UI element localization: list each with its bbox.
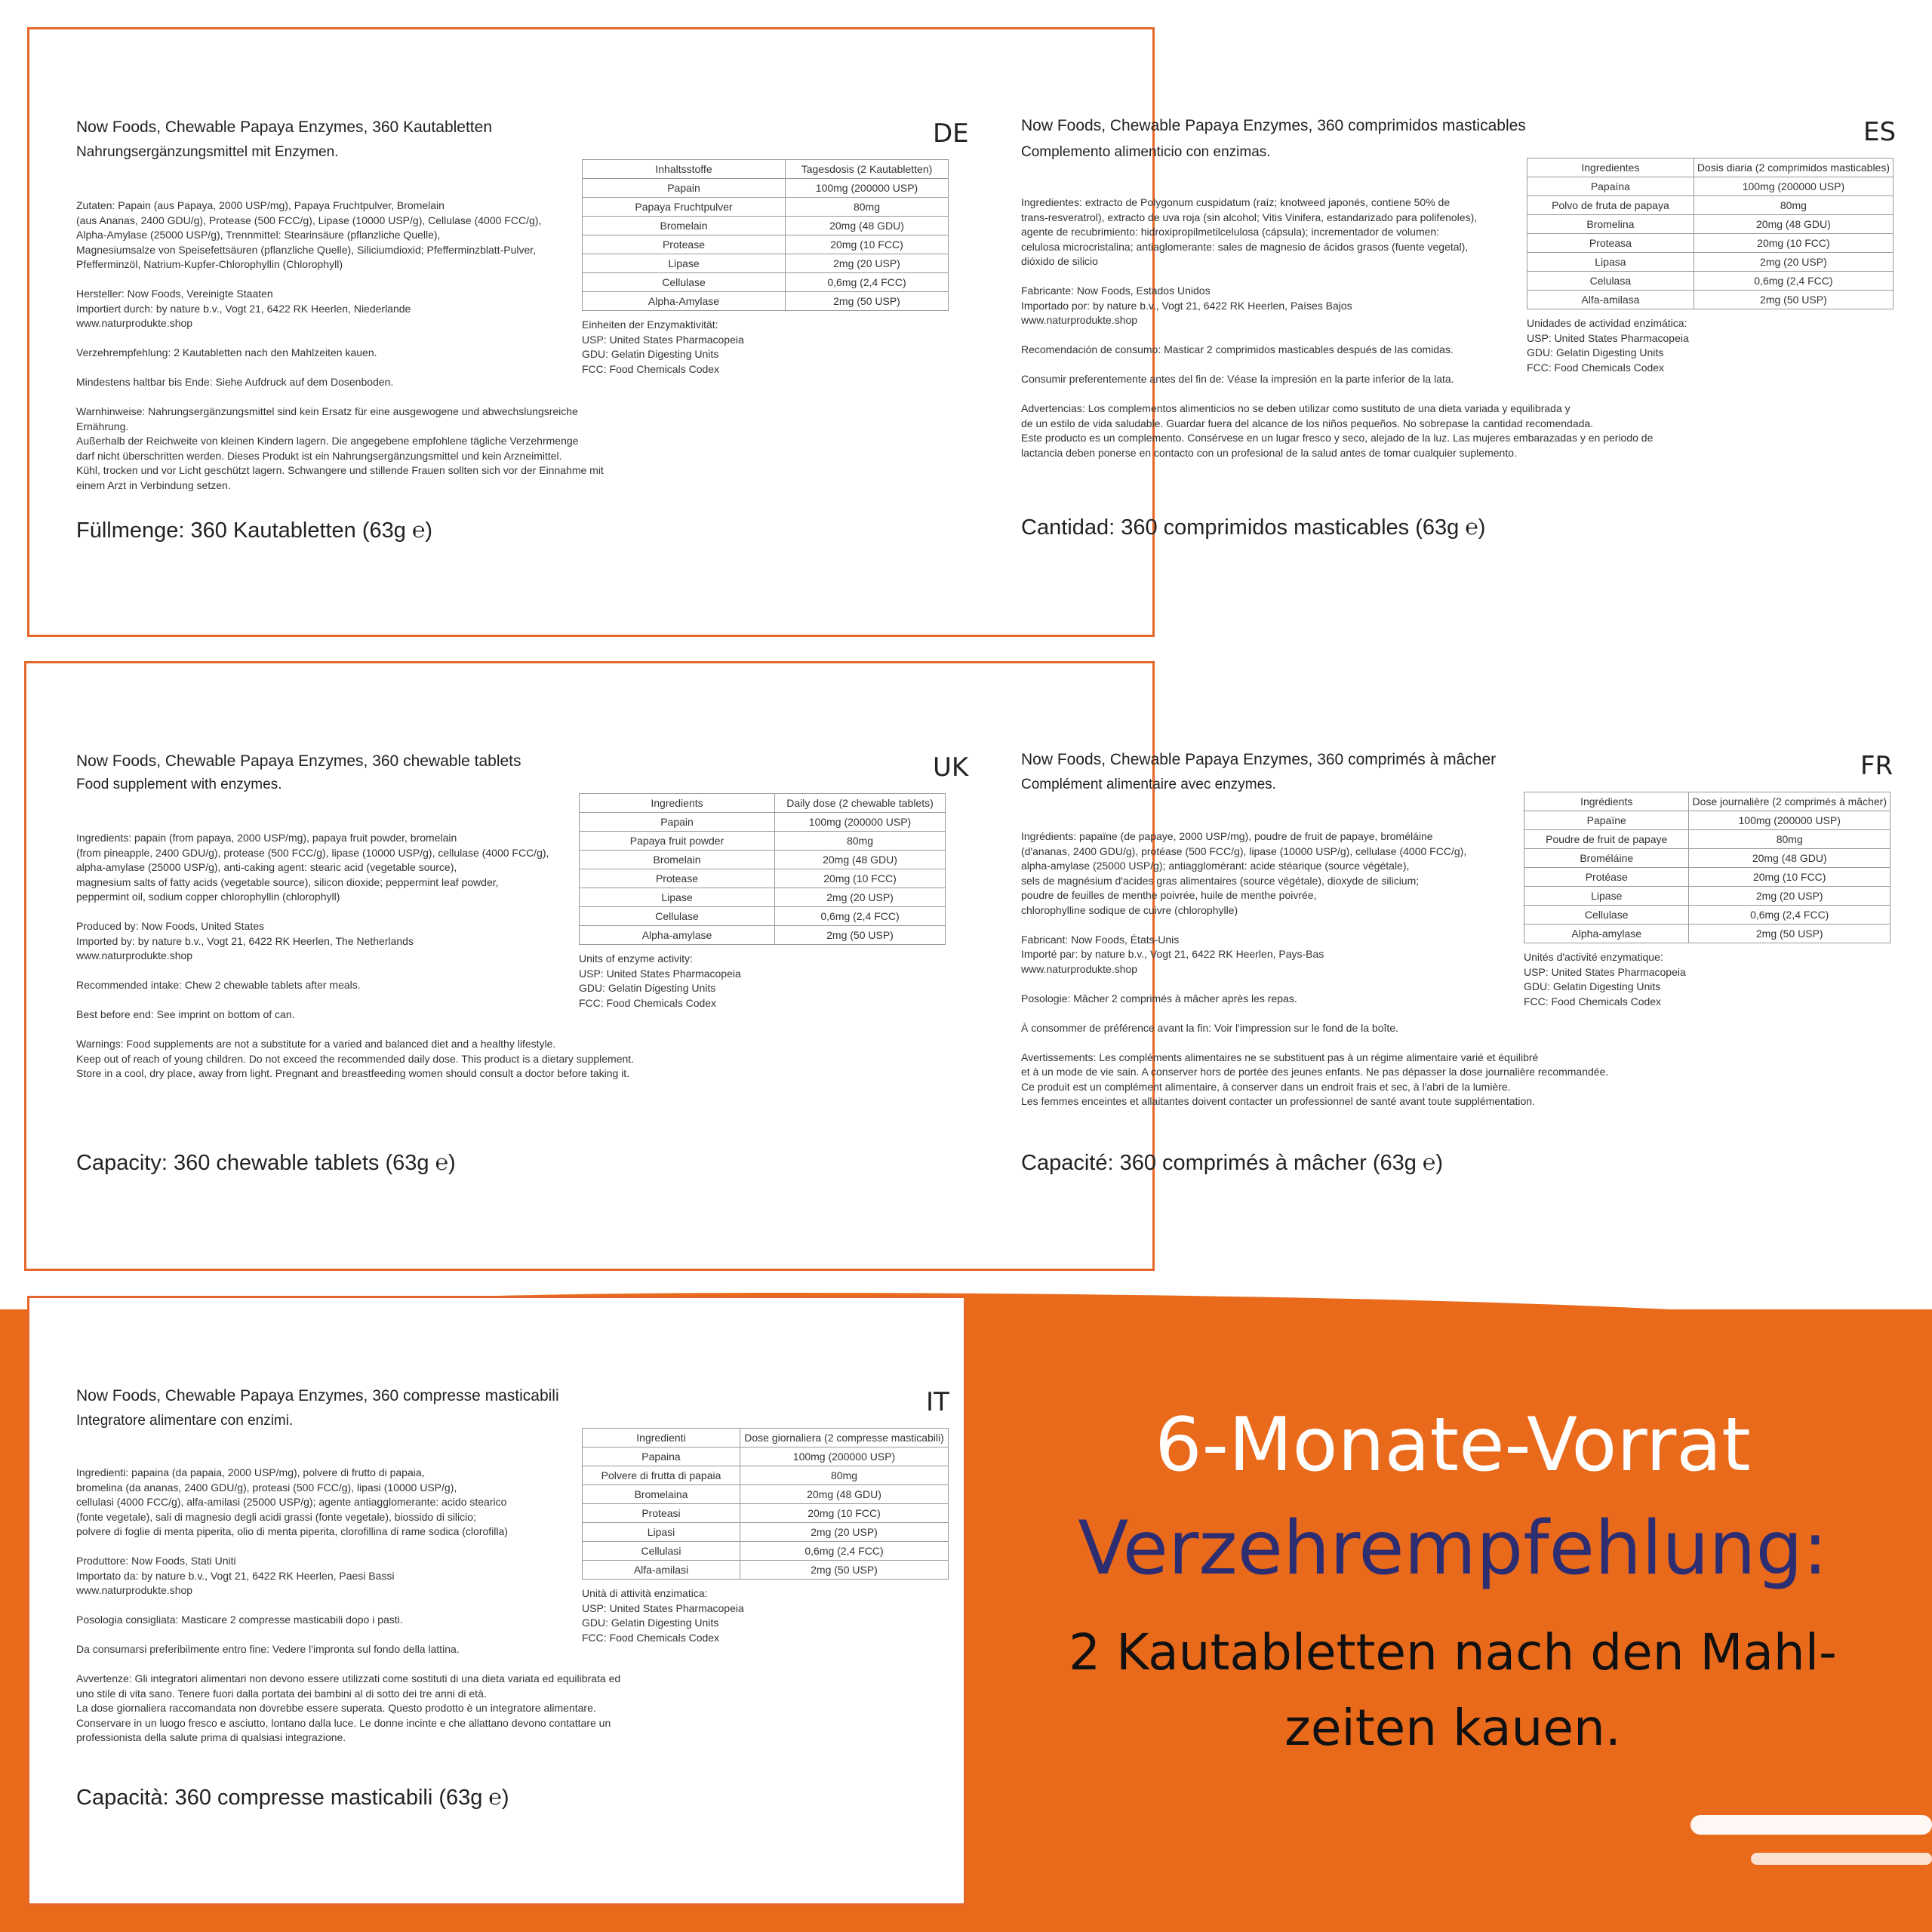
table-cell: Polvo de fruta de papaya — [1527, 196, 1694, 215]
table-cell: Bromelain — [580, 851, 775, 869]
table-cell: 2mg (50 USP) — [786, 292, 949, 311]
table-cell: 20mg (48 GDU) — [1689, 849, 1890, 868]
table-cell: Bromelina — [1527, 215, 1694, 234]
label-title: Now Foods, Chewable Papaya Enzymes, 360 chewable tablets — [76, 752, 521, 770]
intake-text: Verzehrempfehlung: 2 Kautabletten nach den Mahlzeiten kauen. — [76, 346, 377, 358]
table-cell: 100mg (200000 USP) — [1689, 811, 1890, 830]
table-cell: Cellulase — [580, 907, 775, 926]
net-quantity: Cantidad: 360 comprimidos masticables (63g ℮) — [1021, 515, 1486, 540]
table-cell: 100mg (200000 USP) — [740, 1447, 949, 1466]
table-row — [583, 1561, 949, 1580]
promo-recommendation-heading: Verzehrempfehlung: — [1078, 1506, 1828, 1592]
table-cell: 20mg (10 FCC) — [740, 1504, 949, 1523]
best-before-text: Best before end: See imprint on bottom of can. — [76, 1008, 295, 1020]
net-quantity: Capacità: 360 compresse masticabili (63g ℮) — [76, 1786, 509, 1810]
intake-text: Recomendación de consumo: Masticar 2 comprimidos masticables después de las comidas. — [1021, 343, 1454, 355]
enzyme-units-legend: Einheiten der Enzymaktivität: USP: United States Pharmacopeia GDU: Gelatin Digesting Units FCC: Food Chemicals Codex — [582, 318, 744, 375]
table-cell: 2mg (50 USP) — [740, 1561, 949, 1580]
table-cell: 2mg (20 USP) — [1694, 253, 1893, 272]
table-cell: Papaína — [1527, 177, 1694, 196]
language-code: ES — [1863, 117, 1897, 147]
intake-text: Posologia consigliata: Masticare 2 compresse masticabili dopo i pasti. — [76, 1614, 403, 1626]
table-row — [583, 273, 949, 292]
ingredients-text: Ingredientes: extracto de Polygonum cuspidatum (raíz; knotweed japonés, contiene 50% de trans-resveratrol), extracto de uva roja (sin alcohol; Vitis Vinifera, estandarizado para polifenoles), agente de recubrimiento: hidroxipropilmetilcelulosa (cápsula); incrementador de volumen: celulosa microcristalina; antiaglomerante: sales de magnesio de ácidos grasos (fuente vegetal), dióxido de silicio — [1021, 196, 1478, 267]
promo-recommendation-text — [974, 1615, 1932, 1766]
table-cell: Cellulasi — [583, 1542, 740, 1561]
label-panel-it — [27, 1296, 966, 1906]
table-cell: 20mg (48 GDU) — [786, 217, 949, 235]
warnings-text: Warnings: Food supplements are not a substitute for a varied and balanced diet and a healthy lifestyle. Keep out of reach of young children. Do not exceed the recommended daily dose. This product is a dietary supplement. Store in a cool, dry place, away from light. Pregnant and breastfeeding women should consult a doctor before taking it. — [76, 1038, 635, 1079]
warnings-text: Avvertenze: Gli integratori alimentari non devono essere utilizzati come sostituti di una dieta variata ed equilibrata ed uno stile di vita sano. Tenere fuori dalla portata dei bambini al di sotto dei tre anni di età. La dose giornaliera raccomandata non dovrebbe essere superata. Questo prodotto è un integratore alimentare. Conservare in un luogo fresco e asciutto, lontano dalla luce. Le donne incinte e che allattano devono contattare un professionista della salute prima di qualsiasi integrazione. — [76, 1672, 621, 1743]
table-header-cell: Ingredienti — [583, 1429, 740, 1447]
language-code: FR — [1860, 751, 1894, 781]
table-header-cell: Tagesdosis (2 Kautabletten) — [786, 160, 949, 179]
label-subtitle: Nahrungsergänzungsmittel mit Enzymen. — [76, 144, 339, 160]
table-cell: 2mg (20 USP) — [740, 1523, 949, 1542]
table-cell: Cellulase — [583, 273, 786, 292]
table-row — [583, 1542, 949, 1561]
intake-text: Posologie: Mâcher 2 comprimés à mâcher après les repas. — [1021, 992, 1297, 1004]
table-row — [1524, 924, 1890, 943]
table-cell: Lipase — [583, 254, 786, 273]
enzyme-units-legend: Unidades de actividad enzimática: USP: United States Pharmacopeia GDU: Gelatin Digesting Units FCC: Food Chemicals Codex — [1527, 317, 1689, 374]
net-quantity: Capacity: 360 chewable tablets (63g ℮) — [76, 1151, 456, 1175]
table-header-cell: Inhaltsstoffe — [583, 160, 786, 179]
table-cell: 2mg (50 USP) — [1694, 291, 1893, 309]
table-row — [583, 292, 949, 311]
table-row — [580, 851, 946, 869]
table-cell: Cellulase — [1524, 906, 1689, 924]
table-cell: Alfa-amilasa — [1527, 291, 1694, 309]
language-code: DE — [933, 118, 969, 149]
label-subtitle: Complemento alimenticio con enzimas. — [1021, 144, 1271, 160]
best-before-text: À consommer de préférence avant la fin: Voir l'impression sur le fond de la boîte. — [1021, 1021, 1398, 1034]
table-cell: Poudre de fruit de papaye — [1524, 830, 1689, 849]
table-cell: Lipasi — [583, 1523, 740, 1542]
enzyme-units-legend: Unità di attività enzimatica: USP: United States Pharmacopeia GDU: Gelatin Digesting Units FCC: Food Chemicals Codex — [582, 1587, 744, 1644]
table-row — [583, 235, 949, 254]
table-cell: 80mg — [775, 832, 946, 851]
ingredients-text: Ingredients: papain (from papaya, 2000 USP/mg), papaya fruit powder, bromelain (from pineapple, 2400 GDU/g), protease (500 FCC/g), lipase (10000 USP/g), cellulase (4000 FCC/g), alpha-amylase (25000 USP/g), anti-caking agent: stearic acid (vegetable source), magnesium salts of fatty acids (vegetable source), silicon dioxide; peppermint leaf powder, peppermint oil, sodium copper chlorophyllin (chlorophyll) — [76, 832, 549, 903]
table-header-cell: Dosis diaria (2 comprimidos masticables) — [1694, 158, 1893, 177]
table-header-cell: Ingredients — [580, 794, 775, 813]
table-row — [583, 1485, 949, 1504]
table-cell: 2mg (20 USP) — [1689, 887, 1890, 906]
table-cell: Celulasa — [1527, 272, 1694, 291]
language-code: IT — [926, 1387, 949, 1417]
table-cell: Polvere di frutta di papaia — [583, 1466, 740, 1485]
table-row — [1527, 196, 1894, 215]
table-cell: Alpha-Amylase — [583, 292, 786, 311]
table-cell: 2mg (20 USP) — [775, 888, 946, 907]
table-row — [583, 1466, 949, 1485]
promo-text-line: 2 Kautabletten nach den Mahl- — [1069, 1623, 1837, 1681]
table-cell: 100mg (200000 USP) — [1694, 177, 1893, 196]
table-cell: 80mg — [1694, 196, 1893, 215]
table-cell: 100mg (200000 USP) — [775, 813, 946, 832]
promo-supply-headline: 6-Monate-Vorrat — [1155, 1402, 1751, 1488]
table-cell: Alpha-amylase — [1524, 924, 1689, 943]
table-cell: Papaya fruit powder — [580, 832, 775, 851]
best-before-text: Consumir preferentemente antes del fin de: Véase la impresión en la parte inferior de la lata. — [1021, 373, 1454, 385]
table-cell: 20mg (10 FCC) — [1694, 234, 1893, 253]
table-cell: Lipasa — [1527, 253, 1694, 272]
table-cell: Lipase — [580, 888, 775, 907]
table-cell: 2mg (20 USP) — [786, 254, 949, 273]
table-row — [580, 926, 946, 945]
table-header-cell: Dose giornaliera (2 compresse masticabili) — [740, 1429, 949, 1447]
manufacturer-text: Fabricante: Now Foods, Estados Unidos Importado por: by nature b.v., Vogt 21, 6422 RK Heerlen, Países Bajos www.naturprodukte.shop — [1021, 285, 1352, 326]
label-title: Now Foods, Chewable Papaya Enzymes, 360 comprimidos masticables — [1021, 117, 1526, 134]
table-header-cell: Ingredientes — [1527, 158, 1694, 177]
warnings-text: Warnhinweise: Nahrungsergänzungsmittel sind kein Ersatz für eine ausgewogene und abwechslungsreiche Ernährung. Außerhalb der Reichweite von kleinen Kindern lagern. Die angegebene empfohlene tägliche Verzehrmenge darf nicht überschritten werden. Dieses Produkt ist ein Nahrungsergänzungsmittel und kein Arzneimittel. Kühl, trocken und vor Licht geschützt lagern. Schwangere und stillende Frauen sollten sich vor der Einnahme mit einem Arzt in Verbindung setzen. — [76, 405, 604, 491]
label-subtitle: Food supplement with enzymes. — [76, 777, 282, 792]
ingredients-text: Zutaten: Papain (aus Papaya, 2000 USP/mg), Papaya Fruchtpulver, Bromelain (aus Ananas, 2400 GDU/g), Protease (500 FCC/g), Lipase (10000 USP/g), Cellulase (4000 FCC/g), Alpha-Amylase (25000 USP/g), Trennmittel: Stearinsäure (pflanzliche Quelle), Magnesiumsalze von Speisefettsäuren (pflanzliche Quelle), Siliciumdioxid; Pfefferminzblatt-Pulver, Pfefferminzöl, Natrium-Kupfer-Chlorophyllin (Chlorophyll) — [76, 199, 542, 270]
table-cell: Alfa-amilasi — [583, 1561, 740, 1580]
table-row — [1524, 811, 1890, 830]
table-cell: Protéase — [1524, 868, 1689, 887]
table-cell: 20mg (48 GDU) — [740, 1485, 949, 1504]
table-cell: 0,6mg (2,4 FCC) — [786, 273, 949, 292]
table-cell: 20mg (48 GDU) — [775, 851, 946, 869]
label-title: Now Foods, Chewable Papaya Enzymes, 360 Kautabletten — [76, 118, 492, 136]
table-row — [1527, 253, 1894, 272]
table-cell: Papaina — [583, 1447, 740, 1466]
table-cell: Papaya Fruchtpulver — [583, 198, 786, 217]
ingredients-text: Ingredienti: papaina (da papaia, 2000 USP/mg), polvere di frutto di papaia, bromelina (da ananas, 2400 GDU/g), proteasi (500 FCC/g), lipasi (10000 USP/g), cellulasi (4000 FCC/g), alfa-amilasi (25000 USP/g); agente antiagglomerante: acido stearico (fonte vegetale), sali di magnesio degli acidi grassi (fonte vegetale), biossido di silicio; polvere di foglie di menta piperita, olio di menta piperita, clorofillina di rame sodica (clorofilla) — [76, 1466, 508, 1537]
label-title: Now Foods, Chewable Papaya Enzymes, 360 comprimés à mâcher — [1021, 751, 1497, 768]
table-cell: 2mg (50 USP) — [1689, 924, 1890, 943]
table-cell: Proteasa — [1527, 234, 1694, 253]
table-cell: Protease — [580, 869, 775, 888]
table-row — [583, 1447, 949, 1466]
table-cell: Papain — [580, 813, 775, 832]
table-row — [583, 254, 949, 273]
table-cell: Protease — [583, 235, 786, 254]
table-row — [580, 907, 946, 926]
table-row — [1527, 215, 1894, 234]
manufacturer-text: Produttore: Now Foods, Stati Uniti Importato da: by nature b.v., Vogt 21, 6422 RK Heerlen, Paesi Bassi www.naturprodukte.shop — [76, 1555, 395, 1596]
table-cell: 2mg (50 USP) — [775, 926, 946, 945]
table-row — [583, 1523, 949, 1542]
label-body — [76, 198, 605, 508]
table-row — [1527, 291, 1894, 309]
label-panel-uk-fr — [24, 661, 1894, 1271]
table-row — [583, 198, 949, 217]
table-cell: 0,6mg (2,4 FCC) — [740, 1542, 949, 1561]
label-subtitle: Integratore alimentare con enzimi. — [76, 1413, 294, 1429]
language-code: UK — [933, 752, 969, 783]
enzyme-units-legend: Units of enzyme activity: USP: United States Pharmacopeia GDU: Gelatin Digesting Units FCC: Food Chemicals Codex — [579, 952, 741, 1009]
brush-streak — [1690, 1815, 1932, 1835]
nutrition-table — [579, 793, 946, 945]
table-cell: Bromelaina — [583, 1485, 740, 1504]
table-cell: Papain — [583, 179, 786, 198]
best-before-text: Da consumarsi preferibilmente entro fine: Vedere l'impronta sul fondo della lattina. — [76, 1643, 460, 1655]
table-row — [580, 832, 946, 851]
table-header-cell: Ingrédients — [1524, 792, 1689, 811]
table-row — [1527, 177, 1894, 196]
table-cell: 20mg (48 GDU) — [1694, 215, 1893, 234]
table-row — [1524, 849, 1890, 868]
table-cell: Alpha-amylase — [580, 926, 775, 945]
label-title: Now Foods, Chewable Papaya Enzymes, 360 compresse masticabili — [76, 1387, 559, 1404]
nutrition-table — [1527, 158, 1894, 309]
brush-streak — [1751, 1853, 1932, 1865]
net-quantity: Capacité: 360 comprimés à mâcher (63g ℮) — [1021, 1151, 1443, 1175]
nutrition-table — [1524, 792, 1890, 943]
net-quantity: Füllmenge: 360 Kautabletten (63g ℮) — [76, 518, 433, 543]
table-cell: 20mg (10 FCC) — [1689, 868, 1890, 887]
table-cell: 0,6mg (2,4 FCC) — [1689, 906, 1890, 924]
table-cell: 20mg (10 FCC) — [775, 869, 946, 888]
nutrition-table — [582, 1428, 949, 1580]
warnings-text: Avertissements: Les compléments alimentaires ne se substituent pas à un régime alimentaire varié et équilibré et à un mode de vie sain. A conserver hors de portée des jeunes enfants. Ne pas dépasser la dose journalière recommandée. Ce produit est un complément alimentaire, à conserver dans un endroit frais et sec, à l'abri de la lumière. Les femmes enceintes et allaitantes doivent contacter un professionnel de santé avant toute supplémentation. — [1021, 1051, 1609, 1107]
table-cell: 80mg — [786, 198, 949, 217]
table-cell: Broméláine — [1524, 849, 1689, 868]
table-cell: Lipase — [1524, 887, 1689, 906]
manufacturer-text: Hersteller: Now Foods, Vereinigte Staaten Importiert durch: by nature b.v., Vogt 21, 6422 RK Heerlen, Niederlande www.naturprodukte.shop — [76, 288, 411, 329]
table-cell: 100mg (200000 USP) — [786, 179, 949, 198]
table-cell: 80mg — [740, 1466, 949, 1485]
label-panel-de-es — [27, 27, 1897, 637]
manufacturer-text: Fabricant: Now Foods, États-Unis Importé par: by nature b.v., Vogt 21, 6422 RK Heerlen, Pays-Bas www.naturprodukte.shop — [1021, 933, 1324, 975]
table-cell: 20mg (10 FCC) — [786, 235, 949, 254]
warnings-text: Advertencias: Los complementos alimenticios no se deben utilizar como sustituto de una dieta variada y equilibrada y de un estilo de vida saludable. Guardar fuera del alcance de los niños pequeños. No sobrepase la cantidad recomendada. Este producto es un complemento. Consérvese en un lugar fresco y seco, alejado de la luz. Las mujeres embarazadas y en periodo de lactancia deben ponerse en contacto con un profesional de la salud antes de tomar cualquier suplemento. — [1021, 402, 1654, 459]
table-row — [1524, 868, 1890, 887]
table-row — [1527, 234, 1894, 253]
table-row — [1524, 830, 1890, 849]
table-row — [583, 1504, 949, 1523]
table-cell: Bromelain — [583, 217, 786, 235]
table-row — [580, 888, 946, 907]
ingredients-text: Ingrédients: papaïne (de papaye, 2000 USP/mg), poudre de fruit de papaye, broméláine (d'ananas, 2400 GDU/g), protéase (500 FCC/g), lipase (10000 USP/g), cellulase (4000 FCC/g), alpha-amylase (25000 USP/g); antiagglomérant: acide stéarique (source végétale), sels de magnésium d'acides gras alimentaires (source végétale), dioxyde de silicium; poudre de feuilles de menthe poivrée, huile de menthe poivrée, chlorophylline sodique de cuivre (chlorophylle) — [1021, 830, 1467, 916]
best-before-text: Mindestens haltbar bis Ende: Siehe Aufdruck auf dem Dosenboden. — [76, 376, 394, 388]
promo-text-line: zeiten kauen. — [1284, 1699, 1621, 1757]
manufacturer-text: Produced by: Now Foods, United States Imported by: by nature b.v., Vogt 21, 6422 RK Heerlen, The Netherlands www.naturprodukte.shop — [76, 920, 414, 961]
table-cell: Papaïne — [1524, 811, 1689, 830]
table-header-cell: Daily dose (2 chewable tablets) — [775, 794, 946, 813]
enzyme-units-legend: Unités d'activité enzymatique: USP: United States Pharmacopeia GDU: Gelatin Digesting Units FCC: Food Chemicals Codex — [1524, 951, 1686, 1008]
table-row — [583, 217, 949, 235]
table-row — [580, 813, 946, 832]
table-cell: Proteasi — [583, 1504, 740, 1523]
table-row — [1524, 906, 1890, 924]
label-subtitle: Complément alimentaire avec enzymes. — [1021, 777, 1276, 792]
table-row — [1527, 272, 1894, 291]
table-row — [580, 869, 946, 888]
table-cell: 80mg — [1689, 830, 1890, 849]
table-row — [1524, 887, 1890, 906]
nutrition-table — [582, 159, 949, 311]
table-row — [583, 179, 949, 198]
table-header-cell: Dose journalière (2 comprimés à mâcher) — [1689, 792, 1890, 811]
intake-text: Recommended intake: Chew 2 chewable tablets after meals. — [76, 979, 361, 991]
table-cell: 0,6mg (2,4 FCC) — [1694, 272, 1893, 291]
table-cell: 0,6mg (2,4 FCC) — [775, 907, 946, 926]
